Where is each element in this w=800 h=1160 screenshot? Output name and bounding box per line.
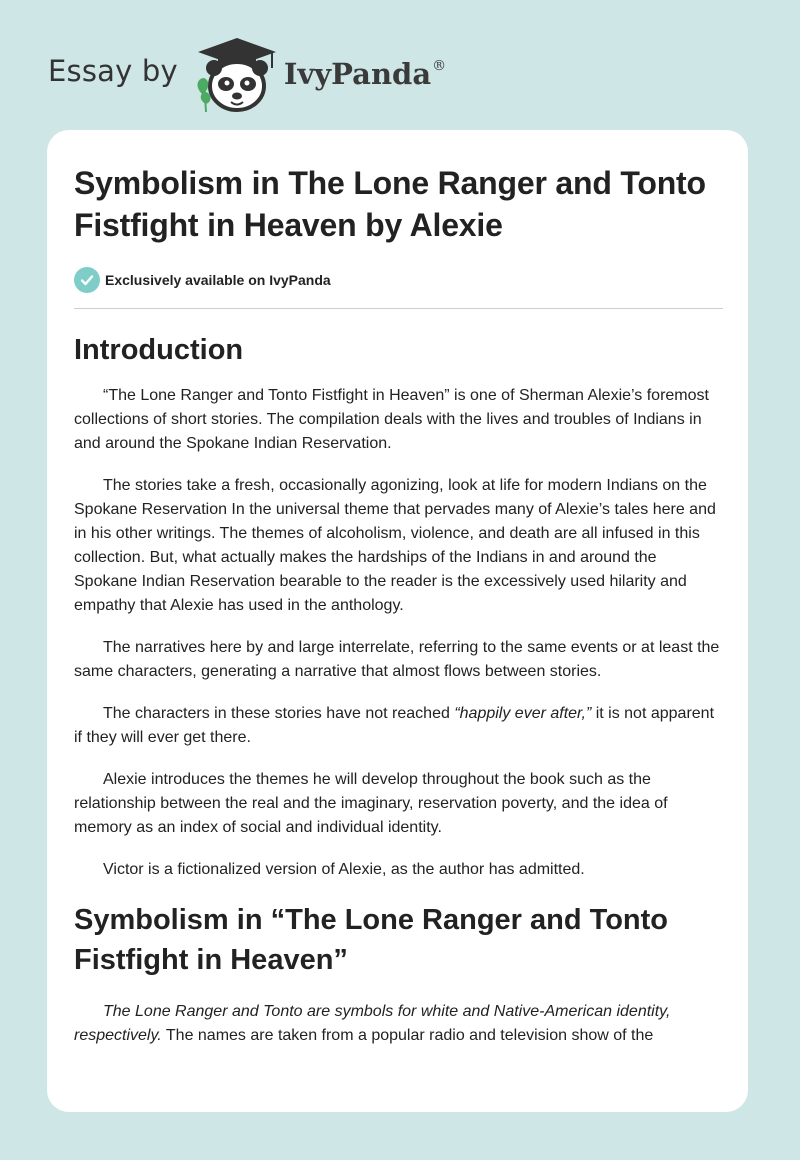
paragraph-text: it is not apparent if they will ever get there.: [74, 705, 715, 746]
exclusive-label: Exclusively available on IvyPanda: [105, 272, 331, 288]
introduction-body: [74, 384, 724, 882]
paragraph-text: The characters in these stories have not reached: [103, 705, 455, 722]
check-icon: [74, 267, 100, 293]
essay-card: [47, 130, 748, 1112]
paragraph: [74, 702, 724, 750]
essay-by-label: Essay by: [48, 54, 178, 88]
paragraph: The stories take a fresh, occasionally agonizing, look at life for modern Indians on the Spokane Reservation In the universal theme that pervades many of Alexie’s tales here and in his other writings. The themes of alcoholism, violence, and death are all infused in this collection. But, what actually makes the hardships of the Indians in and around the Spokane Indian Reservation bearable to the reader is the excessively used hilarity and empathy that Alexie has used in the anthology.: [74, 477, 716, 614]
brand-name[interactable]: [284, 57, 446, 91]
page-title: Symbolism in The Lone Ranger and Tonto Fistfight in Heaven by Alexie: [74, 165, 706, 243]
symbolism-body: [74, 1000, 724, 1048]
divider: [74, 308, 723, 309]
paragraph-text: The names are taken from a popular radio and television show of the: [161, 1027, 654, 1044]
registered-mark: ®: [432, 58, 447, 74]
paragraph: Victor is a fictionalized version of Alexie, as the author has admitted.: [103, 861, 585, 878]
panda-logo-icon[interactable]: [192, 34, 282, 114]
article: [74, 162, 724, 1066]
brand-text: IvyPanda: [283, 57, 432, 91]
quote-emphasis: “happily ever after,”: [454, 705, 592, 722]
site-header: [48, 34, 446, 114]
section-heading-symbolism: Symbolism in “The Lone Ranger and Tonto Fistfight in Heaven”: [74, 904, 668, 976]
exclusive-badge: [74, 266, 724, 294]
paragraph: Alexie introduces the themes he will develop throughout the book such as the relationship between the real and the imaginary, reservation poverty, and the idea of memory as an index of social and individual identity.: [74, 771, 668, 836]
paragraph-emphasis: The Lone Ranger and Tonto are symbols for white and Native-American identity, respectively.: [74, 1003, 671, 1044]
paragraph: “The Lone Ranger and Tonto Fistfight in Heaven” is one of Sherman Alexie’s foremost collections of short stories. The compilation deals with the lives and troubles of Indians in and around the Spokane Indian Reservation.: [74, 387, 709, 452]
section-heading-introduction: Introduction: [74, 334, 244, 366]
paragraph: The narratives here by and large interrelate, referring to the same events or at least the same characters, generating a narrative that almost flows between stories.: [74, 639, 720, 680]
paragraph: [74, 1000, 724, 1048]
